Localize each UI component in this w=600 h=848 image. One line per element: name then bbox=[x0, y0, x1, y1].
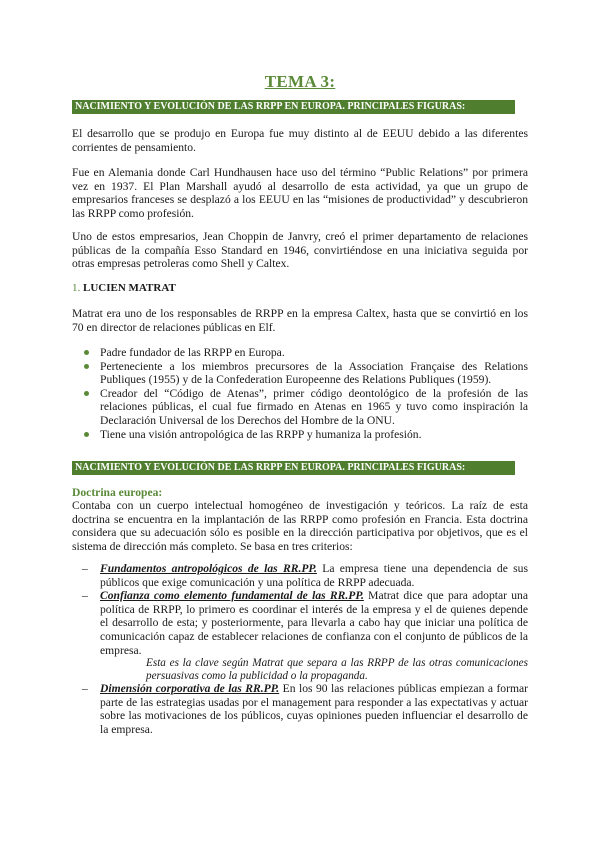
section-title: LUCIEN MATRAT bbox=[83, 282, 176, 294]
criterio-text: En los 90 las relaciones públicas empiezan a formar parte de las estrategias usadas por el management para responder a las expectativas y actuar sobre las motivaciones de los públicos, cuyas opiniones pueden influenciar el desarrollo de la empresa. bbox=[100, 681, 528, 736]
list-item bbox=[82, 589, 528, 682]
list-item: Tiene una visión antropológica de las RRPP y humaniza la profesión. bbox=[82, 428, 528, 442]
criterio-term: Dimensión corporativa de las RR.PP. bbox=[100, 681, 280, 695]
document-title: TEMA 3: bbox=[264, 72, 336, 91]
paragraph-alemania: Fue en Alemania donde Carl Hundhausen hace uso del término “Public Relations” por primera vez en 1937. El Plan Marshall ayudó al desarrollo de esta actividad, ya que un grupo de empresarios franceses se desplazó a los EEUU en las “misiones de productividad” y descubrieron las RRPP como profesión. bbox=[72, 166, 528, 220]
paragraph-doctrina: Contaba con un cuerpo intelectual homogéneo de investigación y teóricos. La raíz de esta doctrina se encuentra en la implantación de las RRPP como profesión en Francia. Esta doctrina considera que su adecuación sólo es posible en la dirección participativa por objetivos, que es el sistema de dirección más completo. Se basa en tres criterios: bbox=[72, 499, 528, 553]
bullet-icon bbox=[84, 391, 89, 396]
section-banner-2: NACIMIENTO Y EVOLUCIÓN DE LAS RRPP EN EUROPA. PRINCIPALES FIGURAS: bbox=[72, 461, 515, 475]
criterio-term: Confianza como elemento fundamental de las RR.PP. bbox=[100, 589, 364, 603]
criterio-quote: Esta es la clave según Matrat que separa a las RRPP de las otras comunicaciones persuasivas como la publicidad o la propaganda. bbox=[146, 657, 528, 682]
criterio-term: Fundamentos antropológicos de las RR.PP. bbox=[100, 562, 317, 575]
paragraph-intro: El desarrollo que se produjo en Europa fue muy distinto al de EEUU debido a las diferentes corrientes de pensamiento. bbox=[72, 127, 528, 154]
doctrina-heading: Doctrina europea: bbox=[72, 486, 163, 499]
section-heading-matrat bbox=[72, 281, 176, 295]
bullet-icon bbox=[84, 432, 89, 437]
criterio-text: Matrat dice que para adoptar una política de RRPP, lo primero es coordinar el interés de la empresa y el de quienes depende el desarrollo de esta; y posteriormente, para llevarla a cabo hay que iniciar una política de comunicación capaz de establecer relaciones de confianza con el conjunto de públicos de la empresa. bbox=[100, 589, 528, 657]
list-item bbox=[82, 682, 528, 736]
dash-icon: – bbox=[82, 562, 88, 575]
dash-icon: – bbox=[82, 681, 88, 695]
dash-icon: – bbox=[82, 589, 88, 603]
list-item: Padre fundador de las RRPP en Europa. bbox=[82, 346, 528, 360]
paragraph-choppin: Uno de estos empresarios, Jean Choppin de Janvry, creó el primer departamento de relaciones públicas de la compañía Esso Standard en 1946, convirtiéndose en una iniciativa seguida por otras empresas petroleras como Shell y Caltex. bbox=[72, 230, 528, 271]
section-banner-1: NACIMIENTO Y EVOLUCIÓN DE LAS RRPP EN EUROPA. PRINCIPALES FIGURAS: bbox=[72, 100, 515, 114]
section-number: 1. bbox=[72, 282, 81, 294]
criterio-text: La empresa tiene una dependencia de sus públicos que exige comunicación y una política de RRPP adecuada. bbox=[100, 562, 528, 589]
bullet-icon bbox=[84, 364, 89, 369]
list-item: Perteneciente a los miembros precursores de la Association Française des Relations Publiques (1955) y de la Confederation Europeenne des Relations Publiques (1959). bbox=[82, 360, 528, 387]
bullet-icon bbox=[84, 350, 89, 355]
matrat-bullet-list bbox=[82, 346, 528, 441]
paragraph-matrat: Matrat era uno de los responsables de RRPP en la empresa Caltex, hasta que se convirtió en los 70 en director de relaciones públicas en Elf. bbox=[72, 307, 528, 334]
list-item bbox=[82, 562, 528, 589]
list-item: Creador del “Código de Atenas”, primer código deontológico de la profesión de las relaciones públicas, el cual fue firmado en Atenas en 1965 y tuvo como inspiración la Declaración Universal de los Derechos del Hombre de la ONU. bbox=[82, 387, 528, 428]
criterios-list bbox=[82, 562, 528, 736]
